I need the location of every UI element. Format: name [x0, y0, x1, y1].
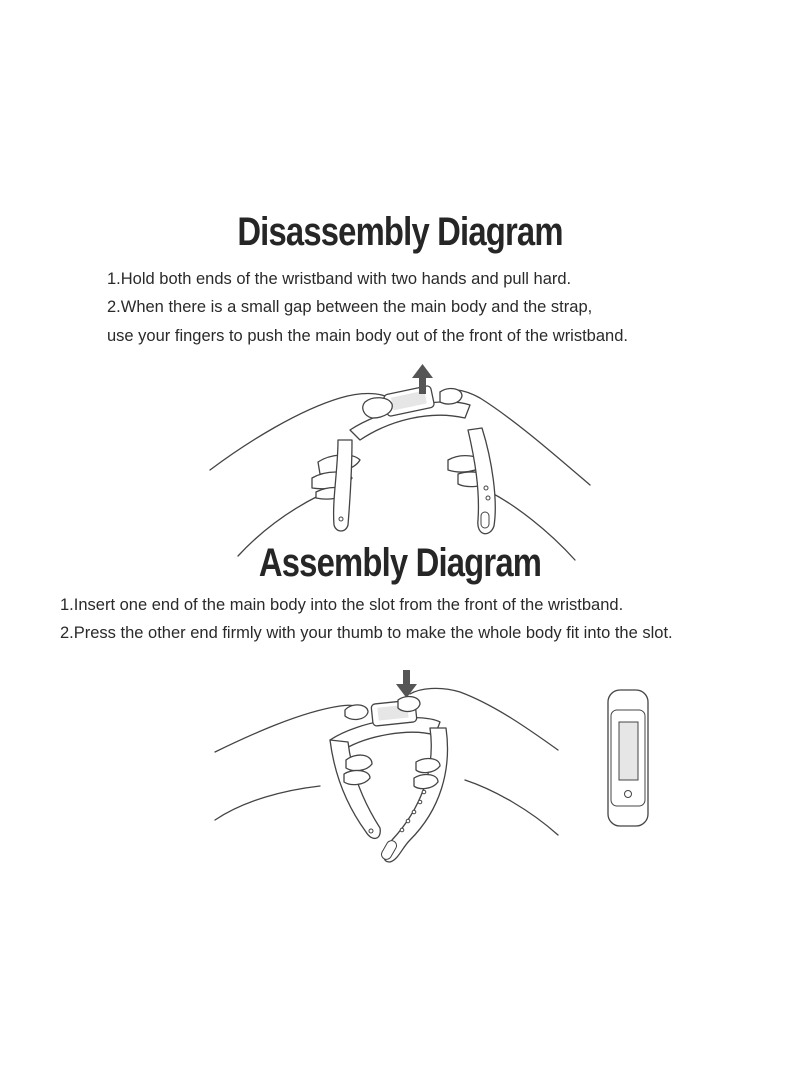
disassembly-step-1: 1.Hold both ends of the wristband with two hands and pull hard.	[107, 270, 572, 288]
disassembly-step-2: 2.When there is a small gap between the main body and the strap,	[107, 298, 593, 316]
assembly-title: Assembly Diagram	[258, 541, 542, 585]
assembled-band-icon	[608, 690, 648, 826]
assembly-left-thumb	[345, 705, 368, 720]
disassembly-step-2-continued: use your fingers to push the main body out of the front of the wristband.	[107, 327, 628, 345]
assembly-step-1: 1.Insert one end of the main body into the slot from the front of the wristband.	[60, 596, 624, 614]
disassembly-title: Disassembly Diagram	[237, 210, 563, 254]
assembly-step-2: 2.Press the other end firmly with your thumb to make the whole body fit into the slot.	[60, 624, 673, 642]
assembly-right-thumb	[398, 697, 420, 712]
assembly-left-strap	[330, 740, 380, 838]
down-arrow-icon	[396, 670, 417, 698]
assembly-left-fingers	[346, 755, 372, 771]
